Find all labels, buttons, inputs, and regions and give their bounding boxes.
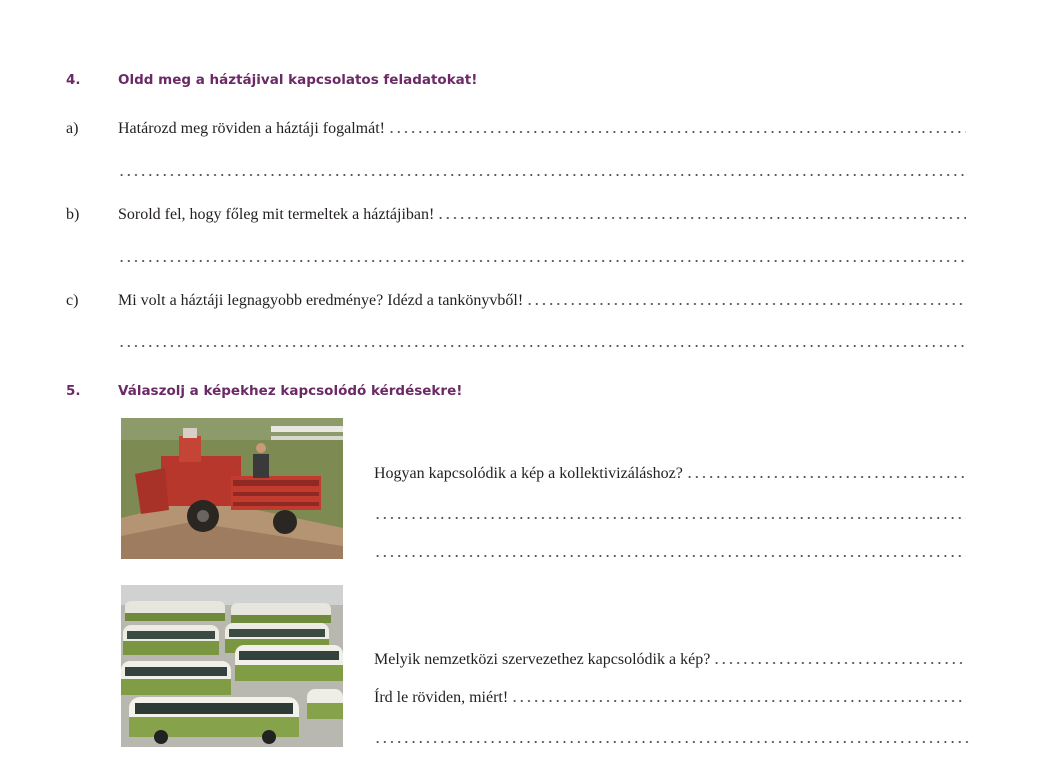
photo-2-question-text: Melyik nemzetközi szervezethez kapcsolódik a kép? bbox=[374, 651, 711, 668]
item-c-label: c) bbox=[66, 292, 79, 309]
item-b-answer-line-1[interactable] bbox=[118, 206, 966, 226]
photo-2-answer-line-2[interactable] bbox=[374, 689, 966, 709]
item-a-label: a) bbox=[66, 120, 79, 137]
item-c-question: Mi volt a háztáji legnagyobb eredménye? Idézd a tankönyvből! bbox=[118, 292, 524, 309]
photo-2-answer-line-1[interactable] bbox=[374, 651, 966, 671]
item-c-answer-line-2[interactable] bbox=[118, 335, 966, 355]
combine-harvester-photo bbox=[121, 418, 343, 559]
photo-2-answer-line-3[interactable] bbox=[374, 731, 970, 751]
photo-1-question-text: Hogyan kapcsolódik a kép a kollektivizáláshoz? bbox=[374, 465, 683, 482]
ikarus-buses-photo bbox=[121, 585, 343, 747]
photo-2-subquestion-text: Írd le röviden, miért! bbox=[374, 689, 509, 706]
item-c-answer-line-1[interactable] bbox=[118, 292, 966, 312]
photo-1-answer-line-2[interactable] bbox=[374, 507, 966, 527]
task-5-title: Válaszolj a képekhez kapcsolódó kérdésekre! bbox=[118, 383, 463, 399]
item-b-question: Sorold fel, hogy főleg mit termeltek a háztájiban! bbox=[118, 206, 435, 223]
task-4-number: 4. bbox=[66, 72, 81, 88]
item-a-question: Határozd meg röviden a háztáji fogalmát! bbox=[118, 120, 385, 137]
photo-1-answer-line-3[interactable] bbox=[374, 545, 966, 565]
photo-1-answer-line-1[interactable] bbox=[374, 465, 966, 485]
item-a-answer-line-2[interactable] bbox=[118, 164, 966, 184]
task-4-title: Oldd meg a háztájival kapcsolatos feladatokat! bbox=[118, 72, 478, 88]
item-a-answer-line-1[interactable] bbox=[118, 120, 966, 140]
task-5-number: 5. bbox=[66, 383, 81, 399]
item-b-answer-line-2[interactable] bbox=[118, 250, 966, 270]
item-b-label: b) bbox=[66, 206, 80, 223]
